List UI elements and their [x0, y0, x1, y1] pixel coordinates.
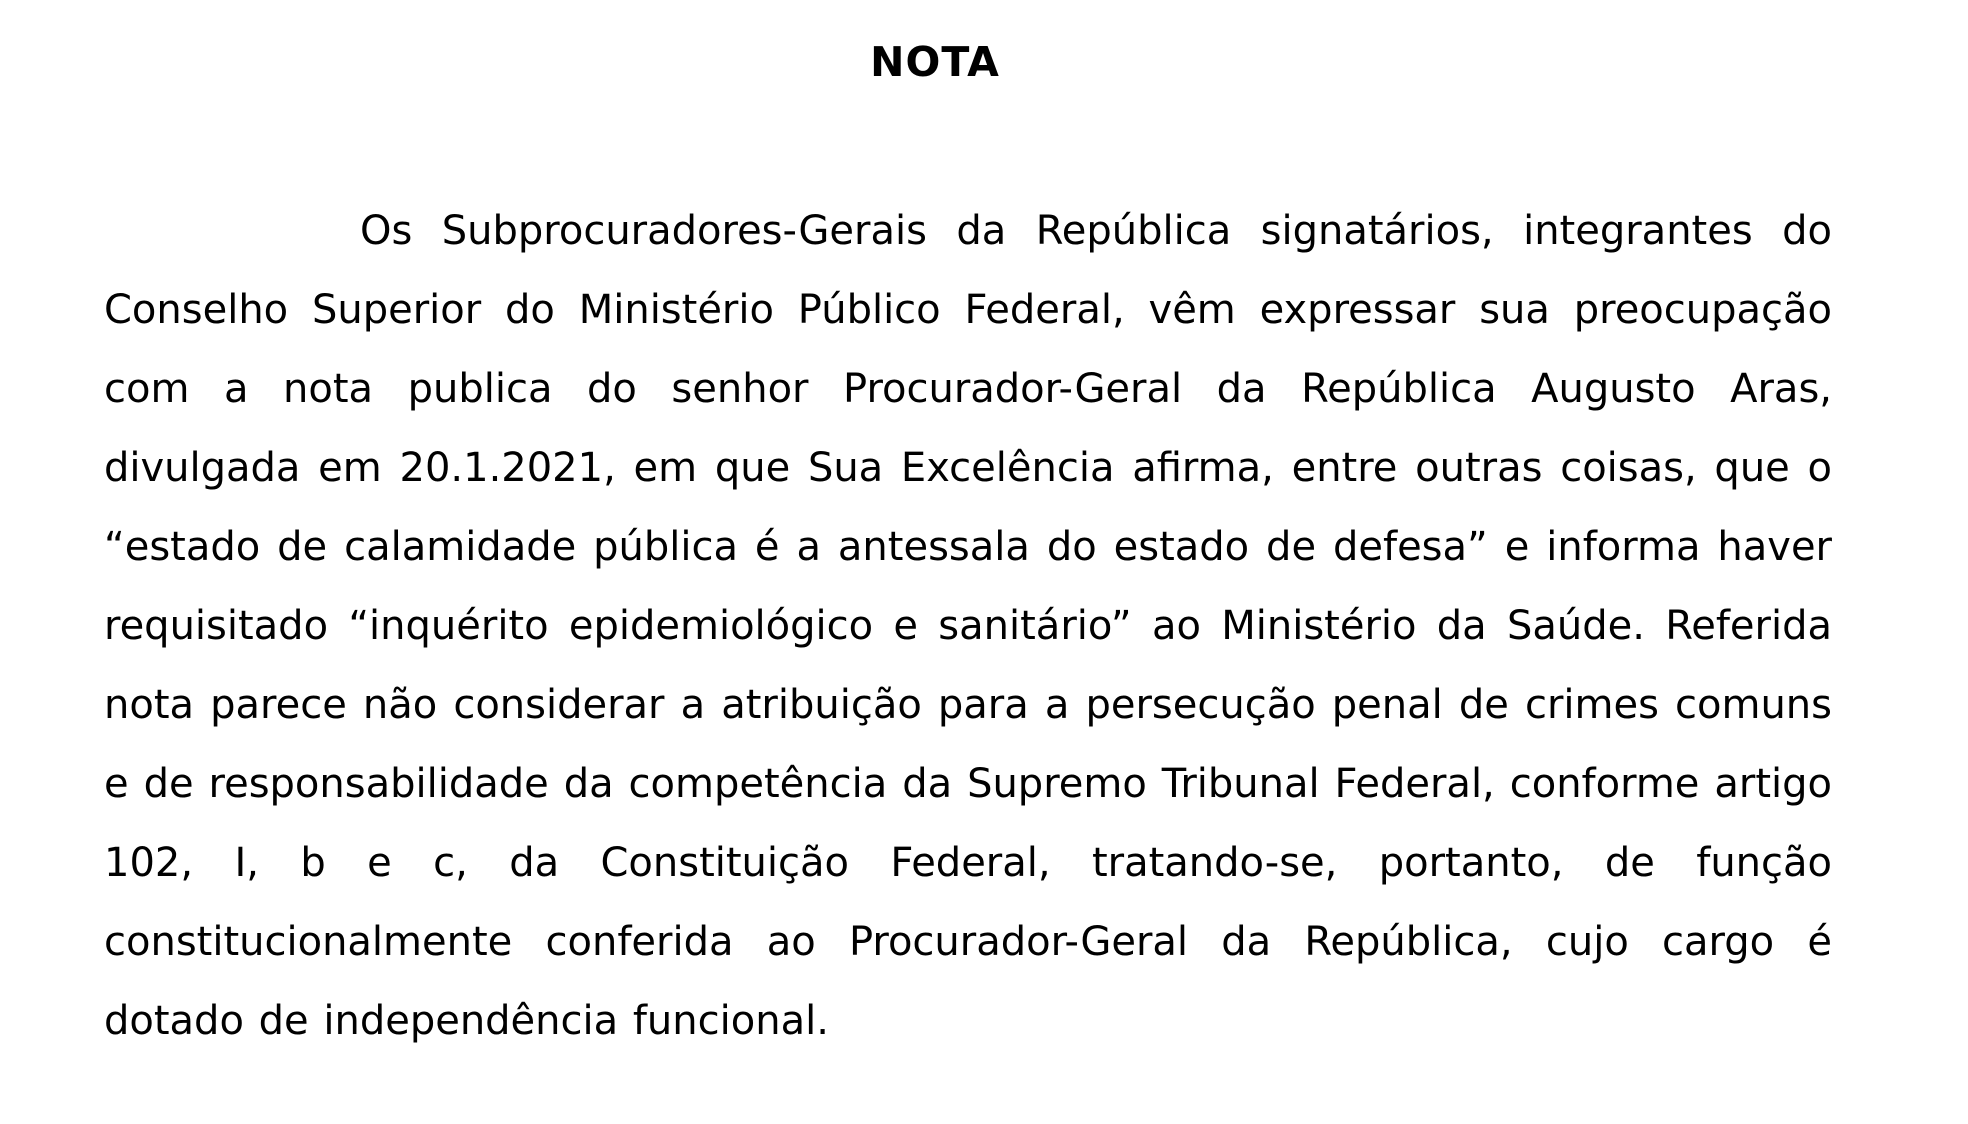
body-paragraph: Os Subprocuradores-Gerais da República signatários, integrantes do Conselho Superior do Ministério Público Federal, vêm expressar sua preocupação com a nota publica do senhor Procurador-Geral da República Augusto Aras, divulgada em 20.1.2021, em que Sua Excelência afirma, entre outras coisas, que o “estado de calamidade pública é a antessala do estado de defesa” e informa haver requisitado “inquérito epidemiológico e sanitário” ao Ministério da Saúde. Referida nota parece não considerar a atribuição para a persecução penal de crimes comuns e de responsabilidade da competência da Supremo Tribunal Federal, conforme artigo 102, I, b e c, da Constituição Federal, tratando-se, portanto, de função constitucionalmente conferida ao Procurador-Geral da República, cujo cargo é dotado de independência funcional. [104, 208, 1832, 1044]
document-title: NOTA [870, 38, 1000, 86]
